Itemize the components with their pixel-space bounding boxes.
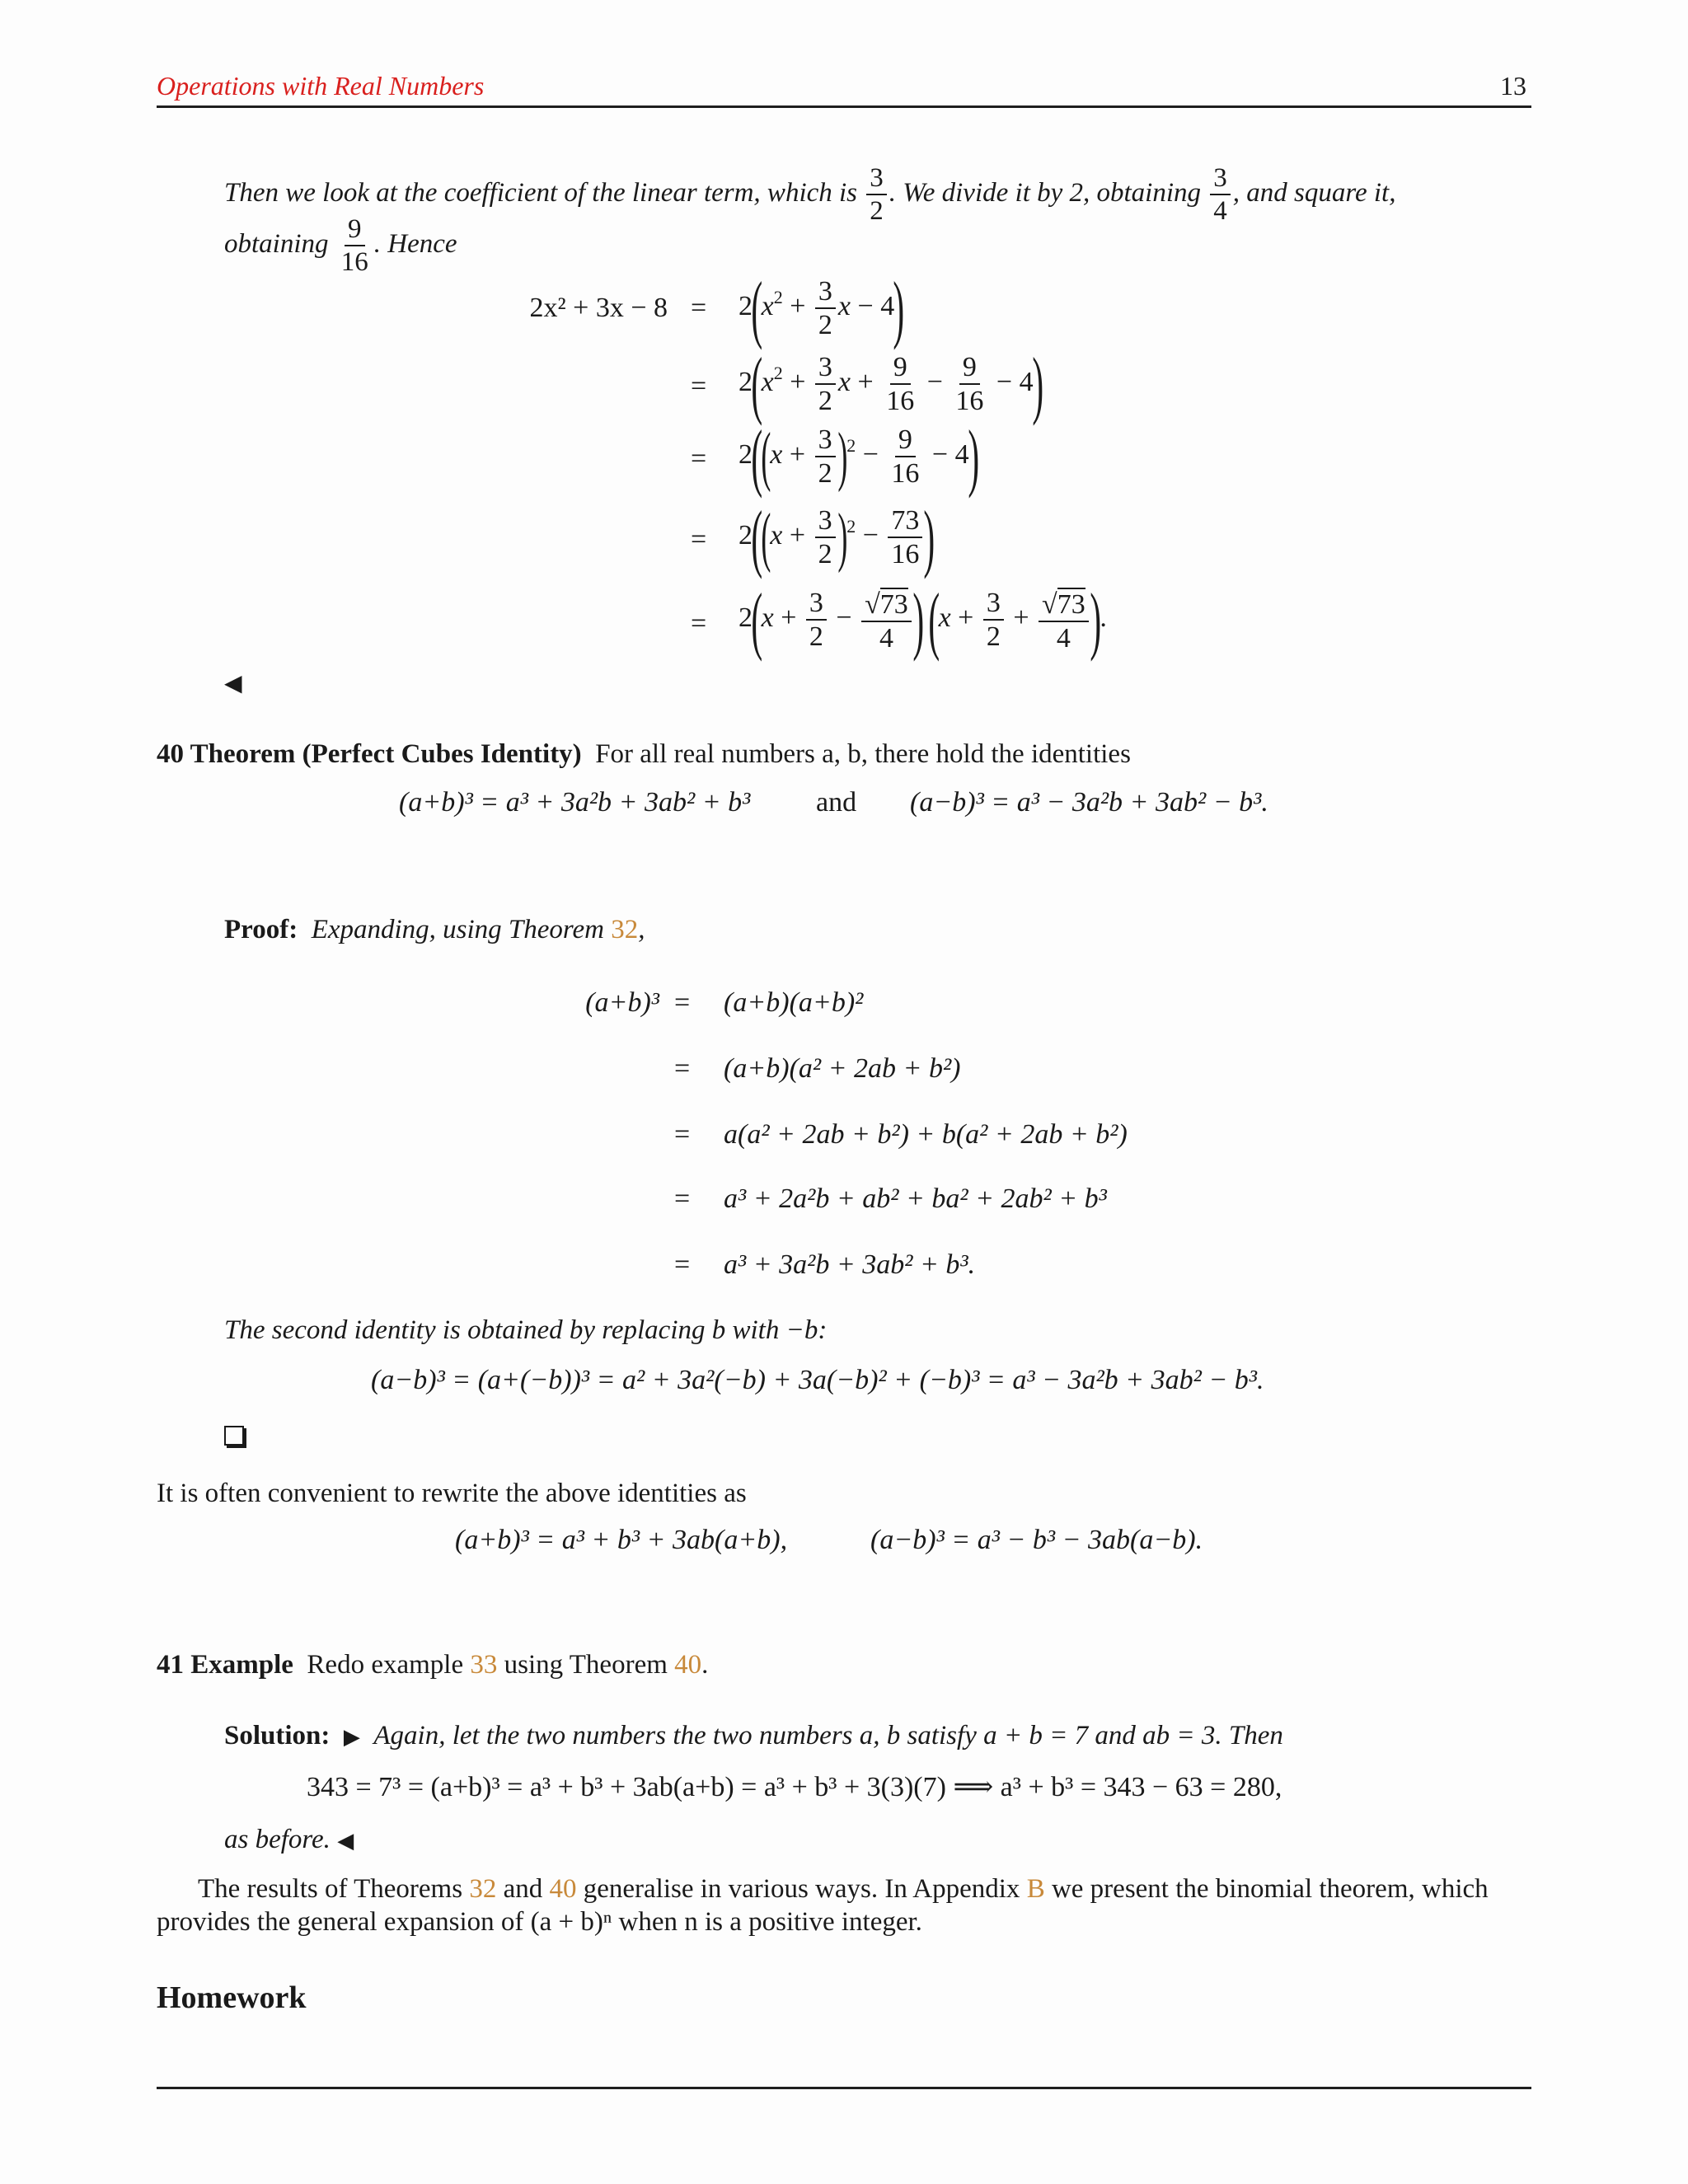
example-41-line (157, 1648, 708, 1681)
theorem-40-identity-1: (a+b)³ = a³ + 3a²b + 3ab² + b³ (399, 787, 751, 818)
solution-start-triangle: ▶ (343, 1725, 360, 1750)
intro-line-2 (224, 216, 457, 276)
theorem-40-link-2[interactable]: 40 (549, 1874, 577, 1904)
theorem-40-identity-2: (a−b)³ = a³ − 3a²b + 3ab² − b³. (910, 787, 1268, 818)
theorem-40-label: 40 Theorem (Perfect Cubes Identity) (157, 739, 582, 769)
closing-line-1 (198, 1872, 1489, 1905)
example-41-text-2: using Theorem (504, 1650, 668, 1680)
derivation-eq-1: = (691, 293, 707, 323)
theorem-40-text: For all real numbers a, b, there hold the identities (595, 739, 1131, 769)
proof-line-3: a(a² + 2ab + b²) + b(a² + 2ab + b²) (724, 1119, 1128, 1150)
proof-text: Expanding, using Theorem (311, 915, 605, 944)
intro-text-e: . Hence (373, 229, 457, 260)
derivation-eq-4: = (691, 524, 707, 555)
example-41-text-1: Redo example (307, 1650, 464, 1680)
end-of-solution-triangle: ◀ (224, 669, 242, 696)
theorem-40-and: and (816, 787, 857, 818)
header-rule (157, 105, 1531, 108)
appendix-b-link[interactable]: B (1026, 1874, 1045, 1904)
closing-text-3: generalise in various ways. In Appendix (583, 1874, 1020, 1904)
derivation-eq-5: = (691, 608, 707, 639)
as-before-text: as before. (224, 1825, 331, 1854)
fraction-3-2: $\frac{3}{2}$ (866, 165, 887, 225)
end-of-solution-triangle-2: ◀ (337, 1829, 354, 1854)
proof-comma: , (638, 915, 645, 944)
page-number: 13 (1500, 71, 1526, 101)
proof-line (224, 913, 645, 946)
rewrite-text: It is often convenient to rewrite the above identities as (157, 1479, 747, 1508)
footer-rule (157, 2087, 1531, 2089)
closing-text-4: we present the binomial theorem, which (1051, 1874, 1489, 1904)
proof-eq-5: = (674, 1249, 691, 1280)
as-before-line (224, 1823, 354, 1858)
rewrite-equation-2: (a−b)³ = a³ − b³ − 3ab(a−b). (870, 1525, 1203, 1555)
derivation-line-3: 2((x + $\frac{3}{2}$ )$^2$ − $\frac{9}{16}$ − 4) (738, 415, 979, 499)
intro-text-b: . We divide it by 2, obtaining (889, 178, 1202, 209)
theorem-32-link[interactable]: 32 (611, 915, 639, 944)
closing-text-2: and (503, 1874, 543, 1904)
homework-heading: Homework (157, 1980, 307, 2015)
intro-text-c: , and square it, (1232, 178, 1396, 209)
solution-label: Solution: (224, 1721, 331, 1750)
example-33-link[interactable]: 33 (470, 1650, 498, 1680)
proof-line-2: (a+b)(a² + 2ab + b²) (724, 1053, 961, 1084)
solution-equation: 343 = 7³ = (a+b)³ = a³ + b³ + 3ab(a+b) = a³ + b³ + 3(3)(7) ⟹ a³ + b³ = 343 − 63 = 280, (307, 1772, 1282, 1802)
derivation-line-2: $2(x^2$ + $\frac{3}{2}$ x + $\frac{9}{16}$ − $\frac{9}{16}$ − 4) (738, 342, 1043, 426)
proof-line-5: a³ + 3a²b + 3ab² + b³. (724, 1249, 976, 1280)
theorem-40-link[interactable]: 40 (674, 1650, 702, 1680)
fraction-3-4: $\frac{3}{4}$ (1210, 165, 1231, 225)
derivation-line-1: $2(x^2$ + $\frac{3}{2}$ x − 4) (738, 266, 905, 350)
solution-text: Again, let the two numbers the two numbers a, b satisfy a + b = 7 and ab = 3. Then (373, 1721, 1283, 1750)
example-41-period: . (701, 1650, 709, 1680)
solution-line (224, 1719, 1283, 1754)
proof-lhs: (a+b)³ (585, 987, 659, 1018)
theorem-40-line (157, 738, 1131, 771)
derivation-eq-3: = (691, 443, 707, 474)
proof-eq-2: = (674, 1053, 691, 1084)
intro-text-a: Then we look at the coefficient of the linear term, which is (224, 178, 858, 209)
proof-line-1: (a+b)(a+b)² (724, 987, 864, 1018)
theorem-32-link-2[interactable]: 32 (469, 1874, 497, 1904)
proof-second-identity-equation: (a−b)³ = (a+(−b))³ = a² + 3a²(−b) + 3a(−b)² + (−b)³ = a³ − 3a²b + 3ab² − b³. (371, 1365, 1264, 1395)
example-41-label: 41 Example (157, 1650, 293, 1680)
derivation-eq-2: = (691, 371, 707, 401)
running-title: Operations with Real Numbers (157, 71, 485, 101)
rewrite-equation-1: (a+b)³ = a³ + b³ + 3ab(a+b), (455, 1525, 788, 1555)
intro-text-d: obtaining (224, 229, 329, 260)
derivation-lhs (462, 293, 668, 324)
closing-line-2: provides the general expansion of (a + b)ⁿ when n is a positive integer. (157, 1907, 922, 1937)
proof-label: Proof: (224, 915, 298, 944)
proof-eq-3: = (674, 1119, 691, 1150)
proof-second-identity-text: The second identity is obtained by replacing b with −b: (224, 1315, 828, 1345)
derivation-line-4: 2((x + $\frac{3}{2}$ )$^2$ − $\frac{73}{16}$ ) (738, 495, 935, 579)
closing-text-1: The results of Theorems (198, 1874, 463, 1904)
derivation-line-5: 2(x + $\frac{3}{2}$ − $\frac{√73}{4}$ ) (x + $\frac{3}{2}$ + $\frac{√73}{4}$ ). (738, 578, 1107, 662)
derivation-lhs-text: 2x² + 3x − 8 (529, 293, 668, 323)
fraction-9-16: $\frac{9}{16}$ (340, 214, 368, 277)
proof-eq-4: = (674, 1183, 691, 1214)
qed-box-icon (224, 1426, 244, 1450)
proof-line-4: a³ + 2a²b + ab² + ba² + 2ab² + b³ (724, 1183, 1107, 1214)
proof-eq-1: = (674, 987, 691, 1018)
